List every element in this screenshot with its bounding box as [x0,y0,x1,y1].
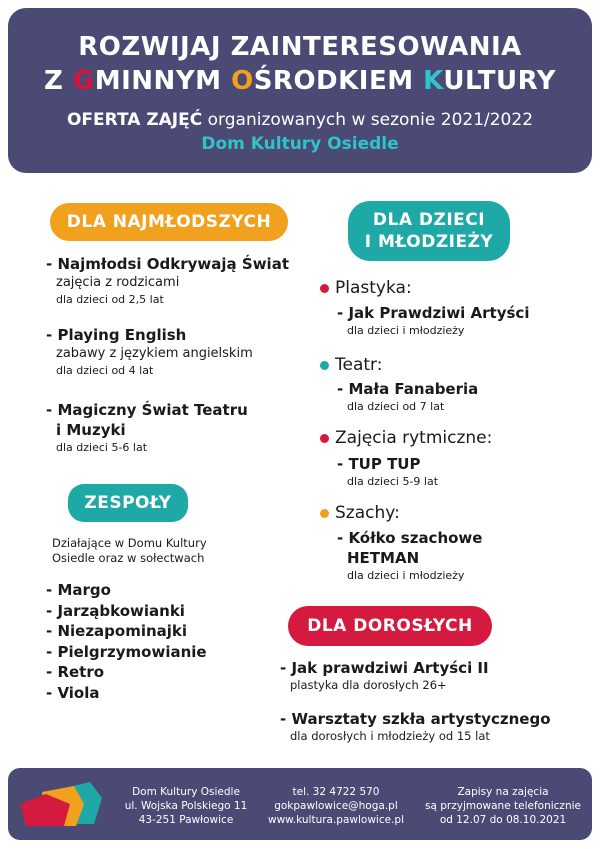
bullet-dot-icon [320,509,329,518]
footer-address [116,785,256,827]
title-letter-g: G [72,66,95,96]
footer-address-line: Dom Kultury Osiedle [132,786,240,798]
title-minnym: MINNYM [94,66,222,96]
band-item: - Margo [46,581,111,599]
footer-signup-line: są przyjmowane telefonicznie [425,800,581,812]
footer-address-line: 43-251 Pawłowice [138,814,234,826]
bands-desc-line-1: Działające w Domu Kultury [52,536,207,550]
item-age: dla dzieci i młodzieży [347,569,465,582]
item-age: dla dzieci od 7 lat [347,400,445,413]
category-title: Teatr: [335,355,383,375]
adults-label: DLA DOROSŁYCH [288,606,492,646]
band-item: - Jarząbkowianki [46,601,185,620]
kids-youth-label [348,201,510,261]
bands-desc-line-2: Osiedle oraz w sołectwach [52,551,205,565]
item-name: - Jak prawdziwi Artyści II [280,659,489,677]
footer-website[interactable]: www.kultura.pawlowice.pl [267,814,404,826]
youngest-item-3 [46,400,248,455]
footer-signup-line: od 12.07 do 08.10.2021 [439,814,567,826]
item-name: - Playing English [46,326,187,344]
title-srodkiem: ŚRODKIEM [253,66,414,96]
category-plastyka [320,277,412,299]
item-desc: zajęcia z rodzicami [56,275,180,290]
bands-label: ZESPOŁY [68,484,188,522]
kids-item-4 [337,528,482,583]
item-name: - Warsztaty szkła artystycznego [280,710,551,728]
kids-item-2 [337,379,478,414]
adults-item-1 [280,658,489,693]
bullet-dot-icon [320,284,329,293]
bands-list [46,580,207,703]
bullet-dot-icon [320,434,329,443]
item-name: - Jak Prawdziwi Artyści [337,304,530,322]
item-age: dla dzieci od 4 lat [56,364,154,377]
item-name-line-1: - Magiczny Świat Teatru [46,401,248,419]
footer-signup [422,785,584,827]
footer-phone: tel. 32 4722 570 [292,786,380,798]
subtitle-bold: OFERTA ZAJĘĆ [66,110,203,130]
adults-item-2 [280,709,551,744]
band-item: - Viola [46,683,100,702]
kids-youth-label-line-1: DLA DZIECI [372,210,486,230]
place-name: Dom Kultury Osiedle [201,134,399,154]
band-item: - Pielgrzymowianie [46,642,207,661]
kids-youth-label-line-2: I MŁODZIEŻY [364,232,494,252]
footer [8,768,592,840]
category-title: Zajęcia rytmiczne: [335,428,493,448]
title-letter-o: O [231,66,254,96]
header-banner [8,8,592,173]
footer-address-line: ul. Wojska Polskiego 11 [124,800,248,812]
item-desc: zabawy z językiem angielskim [56,346,253,361]
youngest-item-2 [46,325,253,378]
item-age: dla dzieci 5-6 lat [56,441,148,454]
bands-description [52,536,207,566]
title-line-1: ROZWIJAJ ZAINTERESOWANIA [78,32,522,62]
subtitle-rest: organizowanych w sezonie 2021/2022 [207,110,534,130]
title-line-2 [8,64,592,98]
kids-item-1 [337,303,529,338]
youngest-item-1 [46,254,289,307]
footer-contact [262,785,410,827]
item-age: dla dzieci od 2,5 lat [56,293,164,306]
item-name: - TUP TUP [337,455,421,473]
category-rytmiczne [320,427,492,449]
gok-logo-icon [18,778,106,830]
title-ultury: ULTURY [443,66,557,96]
footer-email[interactable]: gokpawlowice@hoga.pl [274,800,398,812]
category-title: Plastyka: [335,278,412,298]
item-name-line-2: HETMAN [347,549,420,567]
band-item: - Niezapominajki [46,622,188,640]
item-age: dla dzieci i młodzieży [347,324,465,337]
youngest-label: DLA NAJMŁODSZYCH [50,203,288,241]
category-teatr [320,354,382,376]
item-name: - Najmłodsi Odkrywają Świat [46,255,289,273]
subtitle [8,108,592,132]
item-age: dla dzieci 5-9 lat [347,475,439,488]
bullet-dot-icon [320,361,329,370]
item-name-line-1: - Kółko szachowe [337,529,483,547]
category-szachy [320,502,400,524]
title-z: Z [43,66,64,96]
item-desc: plastyka dla dorosłych 26+ [290,678,447,692]
band-item: - Retro [46,663,105,681]
title-letter-k: K [423,66,444,96]
item-name: - Mała Fanaberia [337,380,479,398]
kids-item-3 [337,454,438,489]
category-title: Szachy: [335,503,400,523]
footer-signup-line: Zapisy na zajęcia [457,786,549,798]
item-name-line-2: i Muzyki [56,421,126,439]
item-desc: dla dorosłych i młodzieży od 15 lat [290,729,490,743]
